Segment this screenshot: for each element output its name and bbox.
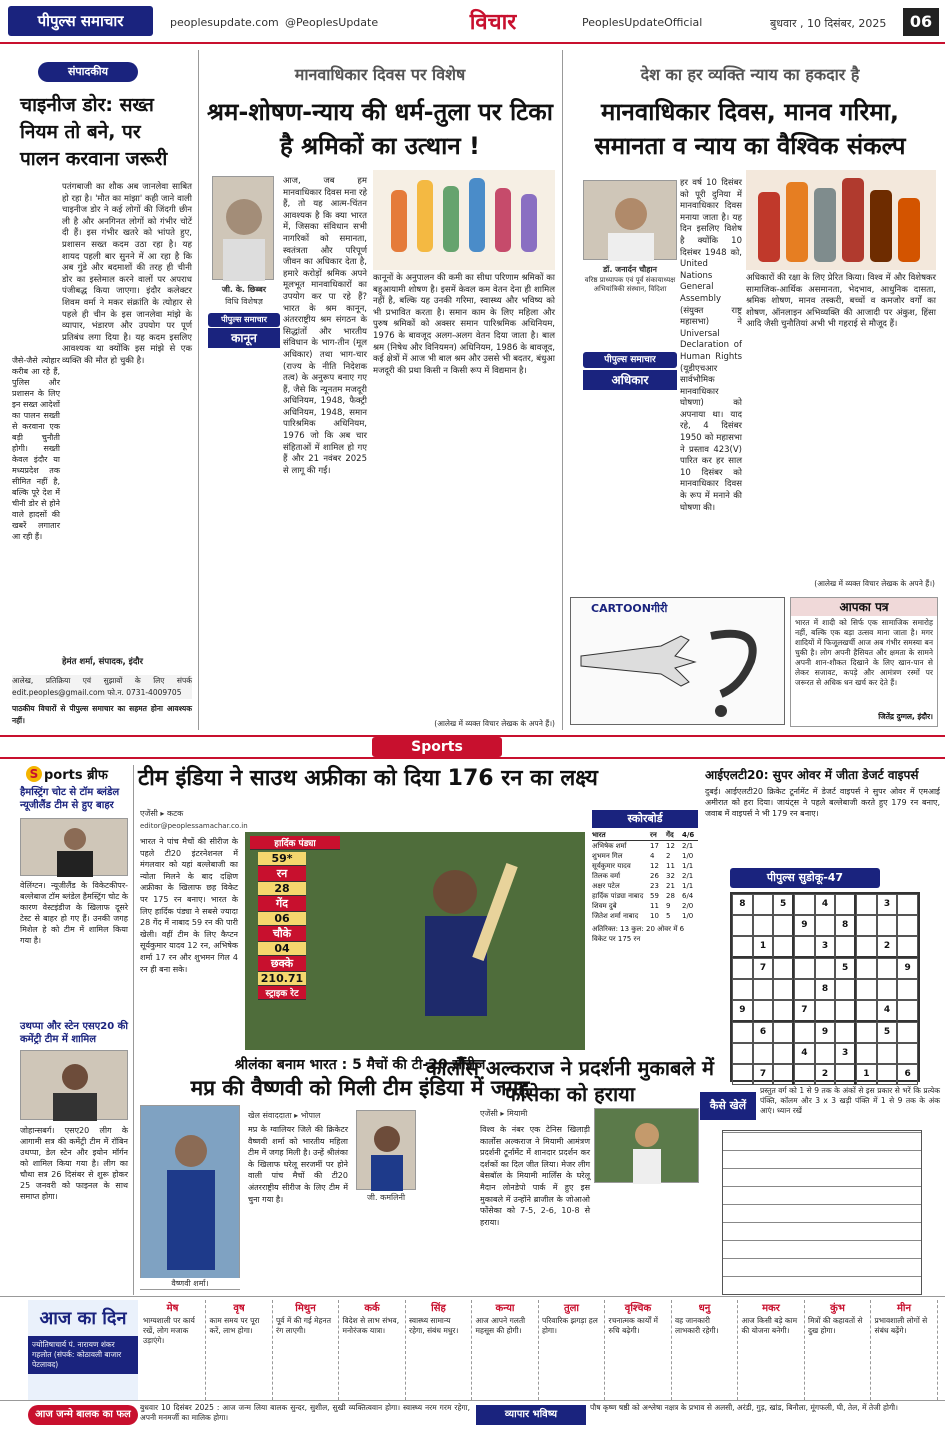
vaishnavi-kicker: श्रीलंका बनाम भारत : 5 मैचों की टी-20 सीरीज	[234, 1057, 486, 1073]
stat-balls-value: 28	[258, 882, 306, 896]
article1-brand: पीपुल्स समाचार	[208, 313, 280, 327]
sudoku-cell[interactable]: 9	[794, 915, 815, 936]
sudoku-cell[interactable]	[877, 1064, 898, 1085]
sudoku-cell[interactable]	[897, 894, 918, 915]
sports-s-icon: S	[26, 766, 42, 782]
article2-body: हर वर्ष 10 दिसंबर को पूरी दुनिया में मानवाधिकार दिवस मनाया जाता है। यह दिन इसलिए विशेष है क्योंकि 10 दिसंबर 1948 को, United Nations General Assembly (संयुक्त राष्ट्र महासभा) ने Universal Declaration of Human Rights (यूडीएचआर सार्वभौमिक मानवाधिकार घोषणा) को अपनाया था। याद रहे, 4 दिसंबर 1950 को महासभा ने प्रस्ताव 423(V) पारित कर हर साल 10 दिसंबर को मानवाधिकार दिवस के रूप में मनाने की घोषणा की।	[680, 178, 742, 513]
sports-main-headline: टीम इंडिया ने साउथ अफ्रीका को दिया 176 रन का लक्ष्य	[138, 766, 598, 791]
article1-body: आज, जब हम मानवाधिकार दिवस मना रहे हैं, तो यह आत्म-चिंतन आवश्यक है कि क्या भारत में, जिसका संविधान सभी नागरिकों को समानता, स्वतंत्रता और परिपूर्ण जीवन का अधिकार देता है, हमारे करोड़ों श्रमिक अपने मूलभूत मानवाधिकारों का उपयोग कर पा रहे हैं? भारत के श्रम कानून, अंतरराष्ट्रीय श्रम संगठन के सिद्धांतों और भारतीय संविधान के भाग-तीन (मूल अधिकार) तथा भाग-चार (राज्य के नीति निदेशक तत्व) के अनुरूप बनाए गए हैं, जैसे कि न्यूनतम मजदूरी अधिनियम, 1948, फैक्ट्री अधिनियम, 1948, समान पारिश्रमिक अधिनियम, 1976 जो कि अब चार संहिताओं में शामिल हो गए हैं और 21 नवंबर 2025 से लागू की गईं।	[283, 176, 367, 476]
sudoku-cell[interactable]	[794, 936, 815, 958]
letters-body: भारत में शादी को सिर्फ एक सामाजिक समारोह नहीं, बल्कि एक बड़ा उत्सव माना जाता है। मगर शादियों में फिजूलखर्ची आज अब गंभीर समस्या बन चुकी है। लोग अपनी हैसियत और क्षमता के सामने अपनी शान-शौकत दिखाने के लिए खान-पान से लेकर सजावट, कपड़े और आमंत्रण रस्मों पर जरूरत से अधिक धन खर्च कर देते हैं।	[795, 618, 933, 687]
sports-main-body: भारत ने पांच मैचों की सीरीज के पहले टी20 इंटरनेशनल में मंगलवार को यहां बल्लेबाजी का न्योता मिलने के बाद दक्षिण अफ्रीका के खिलाफ छह विकेट पर 175 रन बनाए। भारत के लिए हार्दिक पंड्या ने सबसे ज्यादा 28 गेंद में नाबाद 59 रन की पारी खेली। वहीं टीम के लिए कैप्टन सूर्यकुमार यादव 12 रन, अभिषेक शर्मा 17 रन और शुभमन गिल 4 रन ही बना सके।	[140, 837, 238, 974]
sudoku-cell[interactable]	[773, 936, 794, 958]
sudoku-cell[interactable]	[856, 1000, 877, 1022]
sudoku-cell[interactable]: 4	[794, 1043, 815, 1064]
sudoku-cell[interactable]: 5	[773, 894, 794, 915]
sudoku-cell[interactable]	[773, 1043, 794, 1064]
sign-name: सिंह	[431, 1303, 446, 1314]
sudoku-cell[interactable]	[815, 1000, 836, 1022]
sudoku-cell[interactable]	[794, 894, 815, 915]
raised-hands-icon	[391, 178, 537, 252]
stat-sixes-value: 04	[258, 942, 306, 956]
sign-text: काम समय पर पूरा करें, लाभ होगा।	[209, 1316, 260, 1335]
scoreboard-row: शिवम दुबे 11 9 2/0	[592, 902, 694, 910]
sudoku-cell[interactable]	[835, 979, 856, 1000]
sudoku-cell[interactable]	[897, 915, 918, 936]
sudoku-cell[interactable]: 7	[753, 1064, 774, 1085]
sign-text: रचनात्मक कार्यों में रुचि बढ़ेगी।	[608, 1316, 659, 1335]
sudoku-cell[interactable]: 9	[897, 958, 918, 979]
sign-name: कर्क	[364, 1303, 380, 1314]
column-divider	[562, 50, 563, 730]
stat-sr-label: स्ट्राइक रेट	[258, 986, 306, 1000]
vaishnavi-body: मप्र के ग्वालियर जिले की क्रिकेटर वैष्णवी शर्मा को भारतीय महिला टीम में जगह मिली है। उन्हें श्रीलंका के खिलाफ घरेलू सरजमीं पर होने वाली पांच मैचों की टी20 अंतरराष्ट्रीय सीरीज के लिए टीम में चुना गया है।	[248, 1125, 348, 1204]
stat-runs-value: 59*	[258, 852, 306, 866]
fists-illustration	[746, 170, 936, 270]
ilt20-headline: आईएलटी20: सुपर ओवर में जीता डेजर्ट वाइपर्स	[705, 768, 919, 782]
column-divider	[198, 50, 199, 730]
editorial-tag: संपादकीय	[38, 62, 138, 82]
birth-text: बुधवार 10 दिसंबर 2025 : आज जन्म लिया बालक सुन्दर, सुशील, सुखी व्यक्तित्ववान होगा। स्वास्थ्य नरम गरम रहेगा, अपनी मनमर्जी का मालिक होगा।	[140, 1403, 470, 1422]
sudoku-cell[interactable]	[856, 1043, 877, 1064]
business-label: व्यापार भविष्य	[476, 1405, 586, 1425]
stat-sr-value: 210.71	[258, 972, 306, 986]
kamlini-caption: जी. कमलिनी	[366, 1193, 406, 1202]
sudoku-cell[interactable]	[897, 936, 918, 958]
brief2-headline: उथप्पा और स्टेन एसए20 की कमेंट्री टीम में शामिल	[20, 1021, 128, 1045]
stat-runs-label: रन	[258, 866, 306, 882]
sign-text: स्वास्थ्य सामान्य रहेगा, संबंध मधुर।	[409, 1316, 459, 1335]
sudoku-cell[interactable]: 9	[732, 1000, 753, 1022]
scoreboard-row: तिलक वर्मा 26 32 2/1	[592, 872, 694, 880]
scoreboard-row: अक्षर पटेल 23 21 1/1	[592, 882, 694, 890]
kamlini-photo	[356, 1110, 416, 1190]
sign-text: आज किसी बड़े काम की योजना बनेगी।	[741, 1316, 798, 1335]
cartoon-title: CARTOONगीरी	[591, 602, 668, 615]
vaishnavi-byline: खेल संवाददाता ▸ भोपाल	[248, 1111, 321, 1120]
stat-sixes-label: छक्के	[258, 956, 306, 972]
scoreboard-table	[592, 830, 698, 944]
sudoku-cell[interactable]	[877, 915, 898, 936]
sudoku-cell[interactable]: 3	[835, 1043, 856, 1064]
letters-title: आपका पत्र	[791, 598, 937, 616]
horoscope-sign	[340, 1300, 406, 1400]
scoreboard-row: सूर्यकुमार यादव 12 11 1/1	[592, 862, 694, 870]
article2-note: (आलेख में व्यक्त विचार लेखक के अपने हैं।)	[814, 579, 935, 588]
sudoku-cell[interactable]	[732, 915, 753, 936]
disclaimer: पाठकीय विचारों से पीपुल्स समाचार का सहमत होना आवश्यक नहीं।	[12, 704, 192, 725]
page-number: 06	[903, 8, 939, 36]
sudoku-cell[interactable]	[897, 1043, 918, 1064]
article1-kicker: मानवाधिकार दिवस पर विशेष	[294, 65, 466, 84]
sudoku-cell[interactable]	[753, 1000, 774, 1022]
sign-name: कन्या	[495, 1303, 515, 1314]
sign-name: वृश्चिक	[624, 1303, 652, 1314]
scoreboard-header: भारत रन गेंद 4/6	[592, 830, 698, 841]
article1-author: जी. के. छिब्बर	[221, 285, 267, 294]
article2-author: डॉ. जनार्दन चौहान	[602, 265, 657, 274]
sudoku-cell[interactable]	[856, 979, 877, 1000]
sign-name: मेष	[166, 1303, 179, 1314]
ilt20-body: दुबई। आईएलटी20 क्रिकेट टूर्नामेंट में डेजर्ट वाइपर्स ने सुपर ओवर में एमआई अमीरात को हरा दिया। जायंट्स ने पहले बल्लेबाजी करते हुए 179 रन बनाए, जवाब में वाइपर्स ने भी 179 रन बनाए।	[705, 787, 940, 818]
sign-text: परिवारिक झगड़ा हल होगा।	[542, 1316, 598, 1335]
horoscope-sign	[273, 1300, 339, 1400]
cricketer-icon	[141, 1106, 241, 1291]
alcaraz-headline: कार्लोस अल्कराज ने प्रदर्शनी मुकाबले में फोंसेका को हराया	[426, 1056, 714, 1106]
sports-section-tag: Sports	[372, 737, 502, 757]
sudoku-cell[interactable]	[732, 936, 753, 958]
article2-headline: मानवाधिकार दिवस, मानव गरिमा, समानता व न्याय का वैश्विक संकल्प	[594, 98, 906, 160]
tennis-player-icon	[595, 1109, 700, 1184]
sudoku-cell[interactable]	[835, 1064, 856, 1085]
scoreboard-row: अभिषेक शर्मा 17 12 2/1	[592, 842, 694, 850]
horoscope-sign	[406, 1300, 472, 1400]
horoscope-sign	[539, 1300, 605, 1400]
sudoku-cell[interactable]	[794, 979, 815, 1000]
sign-text: विदेश से लाभ संभव, मनोरंजक यात्रा।	[342, 1316, 400, 1335]
brief-headline: हैमस्ट्रिंग चोट से टॉम ब्लंडेल न्यूजीलैंड टीम से हुए बाहर	[20, 787, 120, 811]
sudoku-cell[interactable]: 2	[877, 936, 898, 958]
sudoku-cell[interactable]: 7	[794, 1000, 815, 1022]
horoscope-sign	[739, 1300, 805, 1400]
sudoku-cell[interactable]	[835, 1000, 856, 1022]
scoreboard-extra: अतिरिक्त: 13 कुल: 20 ओवर में 6 विकेट पर 175 रन	[592, 925, 685, 943]
article2-body-continued: अधिकारों की रक्षा के लिए प्रेरित किया। विश्व में और विशेषकर सामाजिक-आर्थिक असमानता, भेदभाव, आधुनिक दासता, श्रमिक शोषण, मानव तस्करी, बच्चों व कमजोर वर्गों का शोषण, ऑनलाइन अभिव्यक्ति की आजादी पर अंकुश, हिंसा आदि जैसी चुनौतियां अभी भी गहराई से मौजूद हैं।	[746, 273, 936, 330]
sudoku-cell[interactable]	[753, 894, 774, 915]
sudoku-cell[interactable]	[794, 958, 815, 979]
sudoku-cell[interactable]	[877, 1043, 898, 1064]
horoscope-sign	[207, 1300, 273, 1400]
person-icon	[357, 1111, 417, 1191]
sign-text: मित्रों की कहावतों से दुख होगा।	[808, 1316, 863, 1335]
sudoku-cell[interactable]	[856, 936, 877, 958]
column-divider	[133, 765, 134, 1295]
sudoku-cell[interactable]	[897, 1000, 918, 1022]
business-text: पौष कृष्ण षष्ठी को अश्लेषा नक्षत्र के प्रभाव से अलसी, अरंडी, गुड़, खांड, बिनौला, मूंगफली, घी, तेल, में तेजी होगी।	[590, 1403, 898, 1412]
horoscope-title: आज का दिन	[39, 1308, 127, 1329]
sudoku-cell[interactable]: 5	[877, 1022, 898, 1043]
sudoku-cell[interactable]	[732, 958, 753, 979]
sudoku-cell[interactable]: 4	[815, 894, 836, 915]
player-stats	[258, 852, 306, 1000]
brief-title: ports ब्रीफ	[44, 768, 108, 783]
sign-text: भाग्यशाली पर कार्य रखें, लोग मजाक उड़ाएंगे।	[143, 1316, 195, 1345]
sudoku-cell[interactable]	[773, 979, 794, 1000]
facebook-handle[interactable]: PeoplesUpdateOfficial	[582, 16, 703, 29]
section-title: विचार	[469, 10, 517, 35]
scoreboard-row: हार्दिक पांड्या नाबाद 59 28 6/4	[592, 892, 694, 900]
horoscope-intro	[28, 1300, 138, 1400]
sudoku-cell[interactable]	[856, 958, 877, 979]
sudoku-cell[interactable]: 8	[815, 979, 836, 1000]
sudoku-cell[interactable]	[815, 1043, 836, 1064]
sudoku-cell[interactable]	[773, 958, 794, 979]
sudoku-cell[interactable]	[732, 1064, 753, 1085]
letters-signature: जितेंद्र दुग्गल, इंदौर।	[878, 712, 933, 721]
person-icon	[21, 1051, 129, 1121]
sign-name: वृष	[233, 1303, 245, 1314]
sudoku-cell[interactable]	[856, 915, 877, 936]
sudoku-cell[interactable]	[897, 979, 918, 1000]
answer-grid	[722, 1130, 922, 1295]
sudoku-cell[interactable]	[856, 1022, 877, 1043]
birth-label: आज जन्मे बालक का फल	[28, 1405, 138, 1425]
editorial-body: पतंगबाजी का शौक अब जानलेवा साबित हो रहा है। 'मौत का मांझा' कही जाने वाली चाइनीज डोर ने कई लोगों की जिंदगी छीन ली है और अनगिनत लोगों को गंभीर चोटें दी हैं। इस गंभीर खतरे को भांपते हुए, प्रशासन सख्त कदम उठा रहा है। यह शायद पहली बार सुनने में आ रहा है कि अब गुंडे और बदमाशों की तरह ही चीनी डोर का इस्तेमाल करने वालों पर अपराध पंजीबद्ध किया जाएगा। इंदौर कलेक्टर शिवम वर्मा ने मकर संक्रांति के त्योहार से पहले ही चीन के इस जानलेवा मांझे के व्यापार, भंडारण और उपयोग पर पूर्ण प्रतिबंध लगा दिया है। यह कदम इसलिए आवश्यक था क्योंकि इस मांझे से एक व्यक्ति की मौत हो चुकी है।	[62, 182, 192, 366]
sudoku-cell[interactable]: 8	[732, 894, 753, 915]
sudoku-cell[interactable]	[877, 958, 898, 979]
brief2-body: जोहान्सबर्ग। एसए20 लीग के आगामी सत्र की कमेंट्री टीम में रॉबिन उथप्पा, डेल स्टेन और इयोन मॉर्गन को शामिल किया गया है। लीग का चौथा सत्र 26 दिसंबर से शुरू होकर 25 जनवरी को फाइनल के साथ समाप्त होगा।	[20, 1126, 128, 1201]
sign-name: मिथुन	[295, 1303, 316, 1314]
article1-author-role: विधि विशेषज्ञ	[225, 297, 263, 306]
how-to-play-body: प्रस्तुत वर्ग को 1 से 9 तक के अंकों से इस प्रकार से भरें कि प्रत्येक पंक्ति, कॉलम और 3 x 3 खड़ी पंक्ति में 1 से 9 तक के अंक आएं। ध्यान रखें	[760, 1086, 940, 1115]
sudoku-cell[interactable]	[856, 894, 877, 915]
astrologer-info: ज्योतिषाचार्य पं. नारायण शंकर गहलोत (संपर्क: कोठावली बाजार पेटलावद)	[28, 1336, 138, 1374]
person-icon	[213, 177, 275, 281]
alcaraz-byline: एजेंसी ▸ मियामी	[480, 1109, 528, 1118]
sudoku-cell[interactable]	[732, 1043, 753, 1064]
sudoku-cell[interactable]	[773, 915, 794, 936]
sudoku-cell[interactable]: 7	[753, 958, 774, 979]
sudoku-cell[interactable]	[835, 1022, 856, 1043]
sudoku-cell[interactable]	[835, 894, 856, 915]
article2-kicker: देश का हर व्यक्ति न्याय का हकदार है	[640, 65, 860, 84]
sign-name: तुला	[563, 1303, 580, 1314]
sudoku-cell[interactable]: 4	[877, 1000, 898, 1022]
sudoku-cell[interactable]	[753, 979, 774, 1000]
sudoku-cell[interactable]: 9	[815, 1022, 836, 1043]
author-photo	[583, 180, 677, 260]
issue-date: बुधवार , 10 दिसंबर, 2025	[770, 17, 887, 30]
horoscope-sign	[805, 1300, 871, 1400]
brand-logo[interactable]: पीपुल्स समाचार	[8, 6, 153, 36]
sudoku-cell[interactable]: 3	[877, 894, 898, 915]
sudoku-grid[interactable]	[730, 892, 920, 1082]
horoscope-sign	[672, 1300, 738, 1400]
sudoku-title: पीपुल्स सुडोकू-47	[730, 868, 880, 888]
website-link[interactable]: peoplesupdate.com	[170, 16, 279, 29]
sign-text: पूर्व में की गई मेहनत रंग लाएगी।	[276, 1316, 331, 1335]
article1-tag: कानून	[208, 328, 280, 348]
scoreboard-title: स्कोरबोर्ड	[592, 810, 698, 828]
sudoku-cell[interactable]	[773, 1064, 794, 1085]
sign-name: मकर	[762, 1303, 780, 1314]
sudoku-cell[interactable]	[815, 958, 836, 979]
raised-fists-icon	[758, 178, 920, 262]
sudoku-cell[interactable]	[732, 1022, 753, 1043]
scoreboard-row: जितेश शर्मा नाबाद 10 5 1/0	[592, 912, 694, 920]
person-icon	[584, 181, 678, 261]
sports-email: editor@peoplessamachar.co.in	[140, 822, 248, 830]
sudoku-cell[interactable]	[815, 915, 836, 936]
sudoku-cell[interactable]	[835, 936, 856, 958]
sudoku-cell[interactable]: 8	[835, 915, 856, 936]
sudoku-cell[interactable]	[753, 1043, 774, 1064]
article2-brand: पीपुल्स समाचार	[583, 352, 677, 368]
sign-name: धनु	[698, 1303, 711, 1314]
horoscope-sign	[473, 1300, 539, 1400]
sudoku-cell[interactable]: 3	[815, 936, 836, 958]
vaishnavi-photo	[140, 1105, 240, 1290]
stat-fours-value: 06	[258, 912, 306, 926]
uthappa-photo	[20, 1050, 128, 1120]
stat-balls-label: गेंद	[258, 896, 306, 912]
sudoku-cell[interactable]	[773, 1022, 794, 1043]
twitter-handle[interactable]: @PeoplesUpdate	[285, 16, 379, 29]
article1-body-continued: कानूनों के अनुपालन की कमी का सीधा परिणाम श्रमिकों का बहुआयामी शोषण है। इसमें केवल कम वेतन देना ही शामिल नहीं है, बल्कि यह उनकी गरिमा, स्वास्थ्य और भविष्य को भी प्रभावित करता है। समान काम के लिए महिला और पुरुष श्रमिकों को अक्सर समान पारिश्रमिक अधिनियम, 1976 के बावजूद अलग-अलग वेतन दिया जाता है। बाल श्रम (निषेध और विनियमन) अधिनियम, 1986 के बावजूद, कई क्षेत्रों में आज भी बाल श्रम और उससे भी बदतर, बंधुआ मजदूरी की प्रथा किसी न किसी रूप में विद्यमान है।	[373, 273, 555, 376]
author-photo	[212, 176, 274, 280]
letters-box	[790, 597, 938, 727]
sudoku-cell[interactable]: 2	[815, 1064, 836, 1085]
sign-name: मीन	[896, 1303, 912, 1314]
how-to-play-label: कैसे खेलें	[700, 1092, 756, 1120]
stat-fours-label: चौके	[258, 926, 306, 942]
sudoku-cell[interactable]	[897, 1022, 918, 1043]
article1-note: (आलेख में व्यक्त विचार लेखक के अपने हैं।)	[434, 719, 555, 728]
sudoku-cell[interactable]	[794, 1022, 815, 1043]
sudoku-cell[interactable]: 1	[753, 936, 774, 958]
scoreboard-row: शुभमन गिल 4 2 1/0	[592, 852, 694, 860]
article1-headline: श्रम-शोषण-न्याय की धर्म-तुला पर टिका है श्रमिकों का उत्थान !	[207, 98, 553, 160]
sudoku-cell[interactable]	[794, 1064, 815, 1085]
sign-text: आज आपने गलती महसूस की होगी।	[475, 1316, 526, 1335]
section-divider	[0, 1296, 945, 1297]
sports-dateline: एजेंसी ▸ कटक	[140, 809, 184, 818]
alcaraz-photo	[594, 1108, 699, 1183]
sudoku-cell[interactable]: 5	[835, 958, 856, 979]
player-label: हार्दिक पंड्या	[250, 836, 340, 850]
sign-text: प्रभावशाली लोगों से संबंध बढ़ेंगे।	[874, 1316, 928, 1335]
article2-author-role: वरिष्ठ प्राध्यापक एवं पूर्व संकायाध्यक्ष अभियांत्रिकी संस्थान, विदिशा	[584, 276, 676, 293]
sudoku-cell[interactable]	[773, 1000, 794, 1022]
cricketer-icon	[21, 819, 129, 877]
editorial-signature: हेमंत शर्मा, संपादक, इंदौर	[62, 657, 144, 667]
vaishnavi-headline: मप्र की वैष्णवी को मिली टीम इंडिया में जगह	[190, 1076, 530, 1100]
blundell-photo	[20, 818, 128, 876]
contact-info: आलेख, प्रतिक्रिया एवं सुझावों के लिए संपर्क edit.peoples@gmail.com फो.न. 0731-4009705	[12, 675, 192, 699]
hands-illustration	[373, 170, 555, 270]
horoscope-sign	[872, 1300, 938, 1400]
horoscope-sign	[606, 1300, 672, 1400]
vaishnavi-caption: वैष्णवी शर्मा।	[140, 1278, 240, 1289]
editorial-side: जैसे-जैसे त्योहार करीब आ रहे हैं, पुलिस और प्रशासन के लिए इन सख्त आदेशों का पालन सख्ती से करवाना एक बड़ी चुनौती होगी। सख्ती केवल इंदौर या मध्यप्रदेश तक सीमित नहीं है, बल्कि पूरे देश में चीनी डोर से होने वाले हादसों की खबरें लगातार आ रही हैं।	[12, 356, 60, 541]
airplane-question-icon	[571, 616, 784, 724]
sudoku-cell[interactable]: 6	[897, 1064, 918, 1085]
sudoku-cell[interactable]	[877, 979, 898, 1000]
sudoku-cell[interactable]: 6	[753, 1022, 774, 1043]
alcaraz-body: विश्व के नंबर एक टेनिस खिलाड़ी कार्लोस अल्कराज ने मियामी आमंत्रण प्रदर्शनी टूर्नामेंट में शानदार प्रदर्शन कर दर्शकों का दिल जीत लिया। मेजर लीग बेसबॉल के मियामी मार्लिंस के घरेलू मैदान लोनडेपो पार्क में हुए इस मुकाबले में उन्होंने ब्राजील के जोआओ फोंसेका को 7-5, 2-6, 10-8 से हराया।	[480, 1125, 590, 1227]
sudoku-cell[interactable]: 1	[856, 1064, 877, 1085]
sign-text: वह जानकारी लाभकारी रहेगी।	[675, 1316, 719, 1335]
cartoon-panel	[570, 597, 785, 725]
horoscope-sign	[140, 1300, 206, 1400]
sign-name: कुंभ	[830, 1303, 845, 1314]
sudoku-cell[interactable]	[732, 979, 753, 1000]
sudoku-cell[interactable]	[753, 915, 774, 936]
article2-tag: अधिकार	[583, 370, 677, 390]
editorial-headline: चाइनीज डोर: सख्त नियम तो बने, पर पालन करवाना जरूरी	[20, 94, 168, 170]
brief-body: वेलिंग्टन। न्यूजीलैंड के विकेटकीपर-बल्लेबाज टॉम ब्लंडेल हैमस्ट्रिंग चोट के कारण वेस्टइंडीज के खिलाफ दूसरे टेस्ट से बाहर हो गए हैं। उनकी जगह मिशेल हे को टीम में शामिल किया गया है।	[20, 881, 128, 945]
